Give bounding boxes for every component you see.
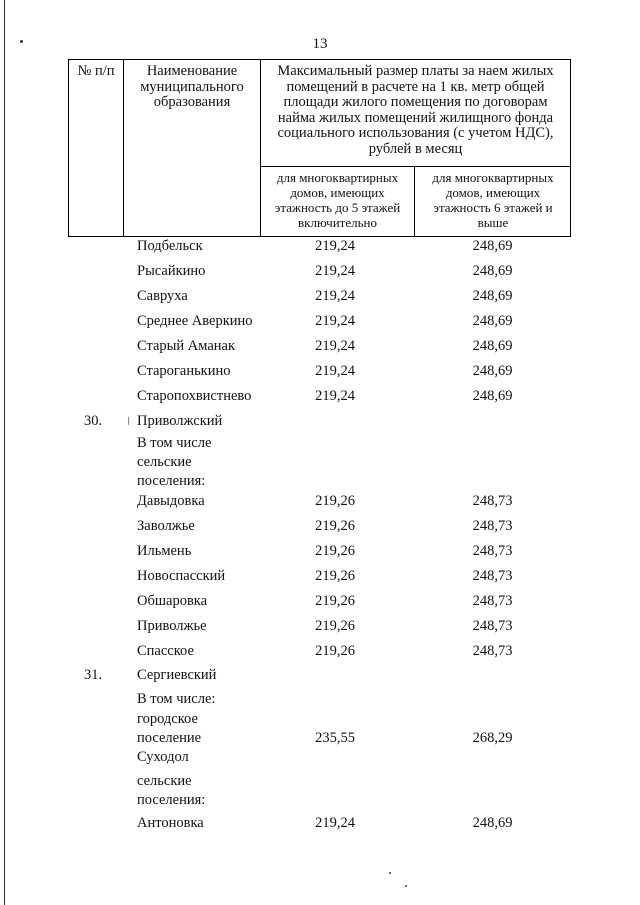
row-value-6-plus: 248,73	[472, 518, 513, 534]
row-value-upto-5: 235,55	[315, 730, 355, 746]
header-divider	[260, 166, 571, 167]
row-name: Давыдовка	[137, 493, 205, 509]
header-divider	[414, 166, 415, 237]
row-value-upto-5: 219,26	[315, 593, 355, 609]
row-value-6-plus: 248,73	[472, 568, 513, 584]
row-name: сельские	[137, 454, 192, 470]
row-name: Старый Аманак	[137, 338, 236, 354]
row-name: Обшаровка	[137, 593, 208, 609]
header-divider	[260, 59, 261, 237]
table-row	[0, 411, 640, 431]
row-name: Рысайкино	[137, 263, 206, 279]
table-row	[0, 709, 640, 729]
row-value-6-plus: 248,69	[472, 313, 513, 329]
table-row	[0, 261, 640, 281]
table-row	[0, 813, 640, 833]
row-number: 30.	[84, 413, 103, 429]
row-name: Среднее Аверкино	[137, 313, 253, 329]
table-row	[0, 689, 640, 709]
row-value-6-plus: 248,69	[472, 338, 513, 354]
table-row	[0, 491, 640, 511]
row-value-upto-5: 219,26	[315, 618, 355, 634]
row-name: Спасское	[137, 643, 194, 659]
table-row	[0, 336, 640, 356]
header-upto-5-floors: для многоквартирных домов, имеющих этажность до 5 этажей включительно	[274, 170, 401, 230]
table-row	[0, 236, 640, 256]
row-name: Суходол	[137, 749, 189, 765]
table-row	[0, 452, 640, 472]
header-max-fee: Максимальный размер платы за наем жилых помещений в расчете на 1 кв. метр общей площади жилого помещения по договорам найма жилых помещений жилищного фонда социального использования (с учетом НДС), рублей в месяц	[277, 63, 554, 157]
table-row	[0, 665, 640, 685]
row-value-6-plus: 248,69	[472, 363, 513, 379]
row-name: поселение	[137, 730, 202, 746]
table-row	[0, 311, 640, 331]
row-name: Савруха	[137, 288, 188, 304]
table-row	[0, 591, 640, 611]
table-row	[0, 566, 640, 586]
row-name: Приволжье	[137, 618, 207, 634]
row-value-upto-5: 219,24	[315, 288, 355, 304]
row-value-upto-5: 219,24	[315, 363, 355, 379]
table-row	[0, 516, 640, 536]
row-number: 31.	[84, 667, 103, 683]
row-name: Антоновка	[137, 815, 204, 831]
table-row	[0, 790, 640, 810]
header-number: № п/п	[77, 63, 115, 79]
row-value-upto-5: 219,24	[315, 238, 355, 254]
row-value-upto-5: 219,26	[315, 518, 355, 534]
table-row	[0, 616, 640, 636]
row-value-upto-5: 219,24	[315, 263, 355, 279]
row-value-upto-5: 219,26	[315, 643, 355, 659]
row-value-upto-5: 219,24	[315, 313, 355, 329]
table-row	[0, 361, 640, 381]
table-row	[0, 728, 640, 748]
scan-tick	[128, 417, 129, 425]
row-name: Подбельск	[137, 238, 203, 254]
row-value-upto-5: 219,24	[315, 815, 355, 831]
table-row	[0, 641, 640, 661]
row-value-6-plus: 248,73	[472, 493, 513, 509]
row-value-6-plus: 248,69	[472, 388, 513, 404]
table-row	[0, 471, 640, 491]
row-name: Старопохвистнево	[137, 388, 252, 404]
row-name: городское	[137, 711, 198, 727]
table-row	[0, 771, 640, 791]
row-name: В том числе	[137, 435, 212, 451]
row-value-6-plus: 248,73	[472, 543, 513, 559]
header-name: Наименование муниципального образования	[140, 63, 244, 110]
row-name: Приволжский	[137, 413, 223, 429]
table-row	[0, 433, 640, 453]
row-value-6-plus: 248,73	[472, 643, 513, 659]
table-row	[0, 541, 640, 561]
row-value-upto-5: 219,24	[315, 388, 355, 404]
row-value-upto-5: 219,24	[315, 338, 355, 354]
row-value-upto-5: 219,26	[315, 493, 355, 509]
row-name: Новоспасский	[137, 568, 226, 584]
row-name: Сергиевский	[137, 667, 217, 683]
row-name: Ильмень	[137, 543, 192, 559]
table-row	[0, 747, 640, 767]
row-value-6-plus: 268,29	[472, 730, 513, 746]
scan-speck	[405, 885, 407, 887]
row-value-6-plus: 248,69	[472, 288, 513, 304]
table-row	[0, 386, 640, 406]
row-value-6-plus: 248,69	[472, 263, 513, 279]
row-value-upto-5: 219,26	[315, 543, 355, 559]
row-name: Заволжье	[137, 518, 195, 534]
row-name: поселения:	[137, 792, 206, 808]
row-name: Староганькино	[137, 363, 231, 379]
row-value-6-plus: 248,73	[472, 593, 513, 609]
row-name: В том числе:	[137, 691, 216, 707]
table-row	[0, 286, 640, 306]
header-divider	[123, 59, 124, 237]
row-value-upto-5: 219,26	[315, 568, 355, 584]
header-6-floors-plus: для многоквартирных домов, имеющих этажность 6 этажей и выше	[432, 170, 554, 230]
row-name: поселения:	[137, 473, 206, 489]
row-name: сельские	[137, 773, 192, 789]
row-value-6-plus: 248,69	[472, 238, 513, 254]
scan-speck	[389, 872, 391, 874]
row-value-6-plus: 248,69	[472, 815, 513, 831]
page-number: 13	[312, 36, 328, 52]
row-value-6-plus: 248,73	[472, 618, 513, 634]
